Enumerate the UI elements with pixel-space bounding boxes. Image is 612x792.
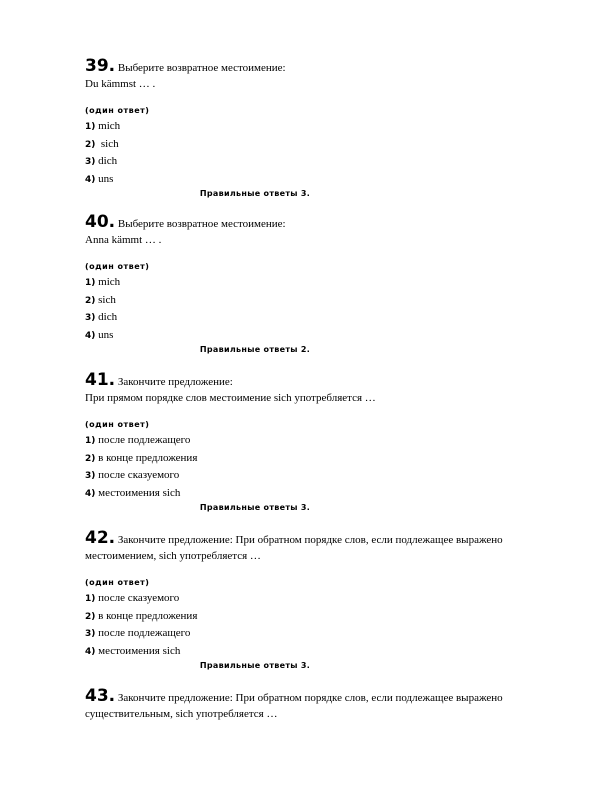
option-text: после подлежащего — [98, 627, 191, 639]
option-number: 3) — [85, 313, 96, 323]
question-header — [85, 372, 570, 390]
question-prompt: Закончите предложение: При обратном порядке слов, если подлежащее выражено — [117, 534, 503, 546]
question-number: 41. — [85, 370, 116, 390]
option-text: dich — [98, 311, 118, 323]
option-text: sich — [98, 293, 116, 306]
option-4 — [85, 485, 570, 503]
answer-type-label: (один ответ) — [85, 420, 150, 429]
option-1 — [85, 590, 570, 608]
option-number: 1) — [85, 122, 96, 132]
option-number: 4) — [85, 174, 96, 185]
option-text: после сказуемого — [98, 592, 180, 604]
option-number: 1) — [85, 594, 96, 604]
answer-type-label: (один ответ) — [85, 106, 150, 115]
question-41 — [85, 372, 570, 514]
question-prompt: Выберите возвратное местоимение: — [117, 62, 286, 74]
option-number: 4) — [85, 488, 96, 499]
option-number: 2) — [85, 139, 96, 150]
option-3 — [85, 625, 570, 643]
option-2 — [85, 136, 570, 154]
option-text: после сказуемого — [98, 469, 180, 481]
option-1 — [85, 432, 570, 450]
option-number: 2) — [85, 295, 96, 306]
option-number: 3) — [85, 157, 96, 167]
answer-type-label: (один ответ) — [85, 262, 150, 271]
correct-answer: Правильные ответы 3. — [199, 189, 311, 198]
option-3 — [85, 153, 570, 171]
option-text: в конце предложения — [98, 451, 198, 464]
option-4 — [85, 643, 570, 661]
option-2 — [85, 450, 570, 468]
question-42 — [85, 530, 570, 672]
answer-type-label: (один ответ) — [85, 578, 150, 587]
option-1 — [85, 118, 570, 136]
question-line: При прямом порядке слов местоимение sich употребляется … — [85, 392, 376, 404]
option-number: 3) — [85, 629, 96, 639]
question-43 — [85, 688, 570, 722]
question-number: 42. — [85, 528, 116, 548]
option-4 — [85, 327, 570, 345]
correct-answer: Правильные ответы 3. — [199, 661, 311, 670]
option-4 — [85, 171, 570, 189]
question-line: Du kämmst … . — [85, 78, 156, 90]
question-39 — [85, 58, 570, 200]
option-text: sich — [98, 137, 119, 150]
option-number: 1) — [85, 278, 96, 288]
option-text: mich — [98, 120, 121, 132]
question-number: 43. — [85, 686, 116, 706]
question-line: Anna kämmt … . — [85, 234, 162, 246]
option-text: местоимения sich — [98, 486, 181, 499]
question-prompt: Закончите предложение: — [117, 376, 233, 388]
option-3 — [85, 309, 570, 327]
question-prompt: Закончите предложение: При обратном порядке слов, если подлежащее выражено — [117, 692, 503, 704]
question-header — [85, 688, 570, 706]
option-3 — [85, 467, 570, 485]
option-2 — [85, 608, 570, 626]
question-header — [85, 58, 570, 76]
option-text: местоимения sich — [98, 644, 181, 657]
option-text: uns — [98, 328, 114, 341]
option-text: uns — [98, 172, 114, 185]
question-40 — [85, 214, 570, 356]
question-number: 40. — [85, 212, 116, 232]
question-header — [85, 530, 570, 548]
question-number: 39. — [85, 56, 116, 76]
option-number: 4) — [85, 646, 96, 657]
question-line: местоимением, sich употребляется … — [85, 550, 261, 562]
option-number: 4) — [85, 330, 96, 341]
option-text: после подлежащего — [98, 434, 191, 446]
option-number: 2) — [85, 611, 96, 622]
option-text: mich — [98, 276, 121, 288]
option-text: в конце предложения — [98, 609, 198, 622]
option-number: 3) — [85, 471, 96, 481]
question-header — [85, 214, 570, 232]
option-2 — [85, 292, 570, 310]
correct-answer: Правильные ответы 3. — [199, 503, 311, 512]
question-line: существительным, sich употребляется … — [85, 708, 278, 720]
option-number: 1) — [85, 436, 96, 446]
option-number: 2) — [85, 453, 96, 464]
correct-answer: Правильные ответы 2. — [199, 345, 311, 354]
question-prompt: Выберите возвратное местоимение: — [117, 218, 286, 230]
option-1 — [85, 274, 570, 292]
option-text: dich — [98, 155, 118, 167]
